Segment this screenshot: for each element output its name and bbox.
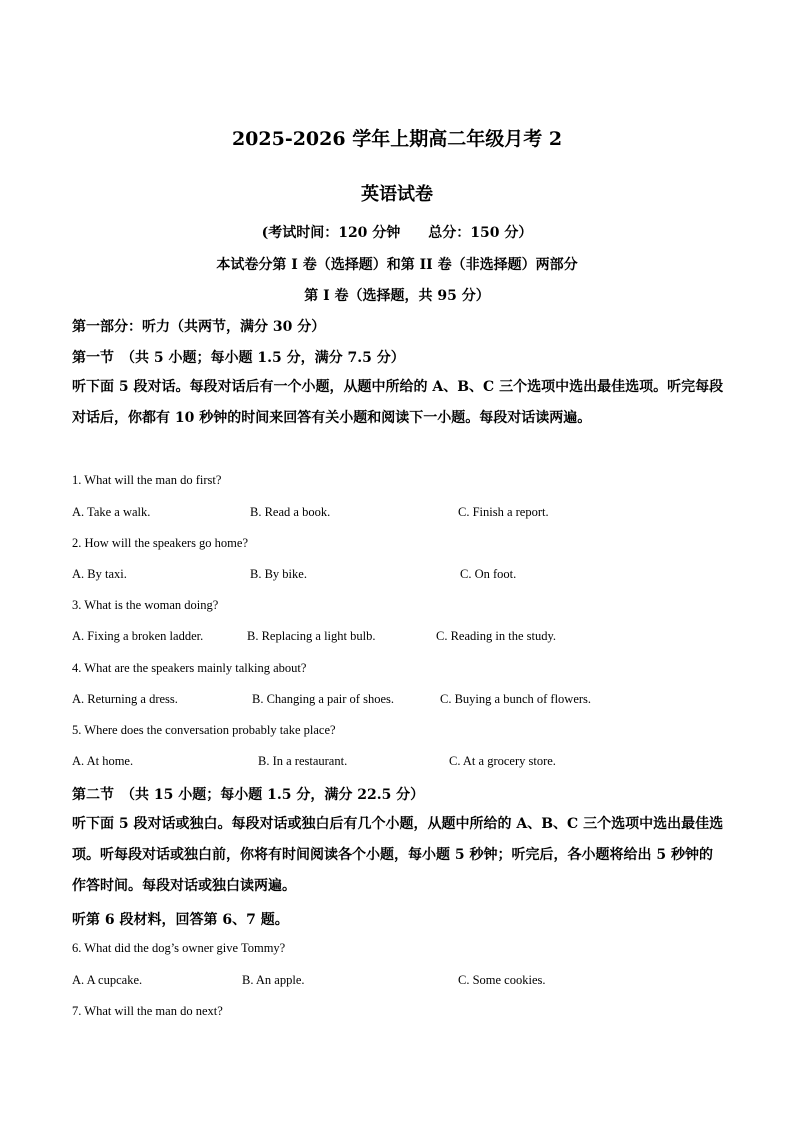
option-5b: B. In a restaurant. — [258, 754, 348, 768]
option-2a: A. By taxi. — [72, 567, 127, 581]
option-5a: A. At home. — [72, 754, 134, 768]
option-2b: B. By bike. — [250, 567, 307, 581]
option-3a: A. Fixing a broken ladder. — [72, 629, 204, 643]
question-3: 3. What is the woman doing? — [72, 598, 219, 612]
part1-heading: 第一部分：听力（共两节，满分 30 分） — [72, 319, 326, 335]
exam-subject: 英语试卷 — [361, 184, 433, 205]
option-4a: A. Returning a dress. — [72, 692, 178, 706]
exam-info: (考试时间：120 分钟 总分：150 分） — [261, 225, 533, 241]
option-3b: B. Replacing a light bulb. — [247, 629, 376, 643]
option-1a: A. Take a walk. — [72, 505, 151, 519]
option-1b: B. Read a book. — [250, 505, 331, 519]
option-1c: C. Finish a report. — [458, 505, 549, 519]
section2-heading: 第二节 （共 15 小题；每小题 1.5 分，满分 22.5 分） — [72, 787, 425, 803]
option-6c: C. Some cookies. — [458, 973, 546, 987]
section1-heading: 第一节 （共 5 小题；每小题 1.5 分，满分 7.5 分） — [72, 350, 405, 366]
material-6-heading: 听第 6 段材料，回答第 6、7 题。 — [72, 912, 289, 928]
option-6a: A. A cupcake. — [72, 973, 143, 987]
question-6: 6. What did the dog’s owner give Tommy? — [72, 941, 286, 955]
volume-heading: 第 I 卷（选择题，共 95 分） — [304, 288, 490, 304]
question-1: 1. What will the man do first? — [72, 473, 222, 487]
option-4c: C. Buying a bunch of flowers. — [440, 692, 592, 706]
option-6b: B. An apple. — [242, 973, 305, 987]
option-2c: C. On foot. — [460, 567, 517, 581]
question-5: 5. Where does the conversation probably take place? — [72, 723, 336, 737]
section1-instructions: 听下面 5 段对话。每段对话后有一个小题，从题中所给的 A、B、C 三个选项中选出最佳选项。听完每段对话后，你都有 10 秒钟的时间来回答有关小题和阅读下一小题。每段对话读两遍。 — [72, 379, 724, 426]
option-5c: C. At a grocery store. — [449, 754, 556, 768]
section2-instructions: 听下面 5 段对话或独白。每段对话或独白后有几个小题，从题中所给的 A、B、C 三个选项中选出最佳选项。听每段对话或独白前，你将有时间阅读各个小题，每小题 5 秒钟；听完后，各小题将给出 5 秒钟的作答时间。每段对话或独白读两遍。 — [72, 816, 724, 894]
exam-structure: 本试卷分第 I 卷（选择题）和第 II 卷（非选择题）两部分 — [216, 257, 578, 273]
question-4: 4. What are the speakers mainly talking about? — [72, 661, 307, 675]
question-2: 2. How will the speakers go home? — [72, 536, 249, 550]
option-4b: B. Changing a pair of shoes. — [252, 692, 394, 706]
exam-title: 2025-2026 学年上期高二年级月考 2 — [231, 128, 563, 150]
option-3c: C. Reading in the study. — [436, 629, 557, 643]
question-7: 7. What will the man do next? — [72, 1004, 223, 1018]
